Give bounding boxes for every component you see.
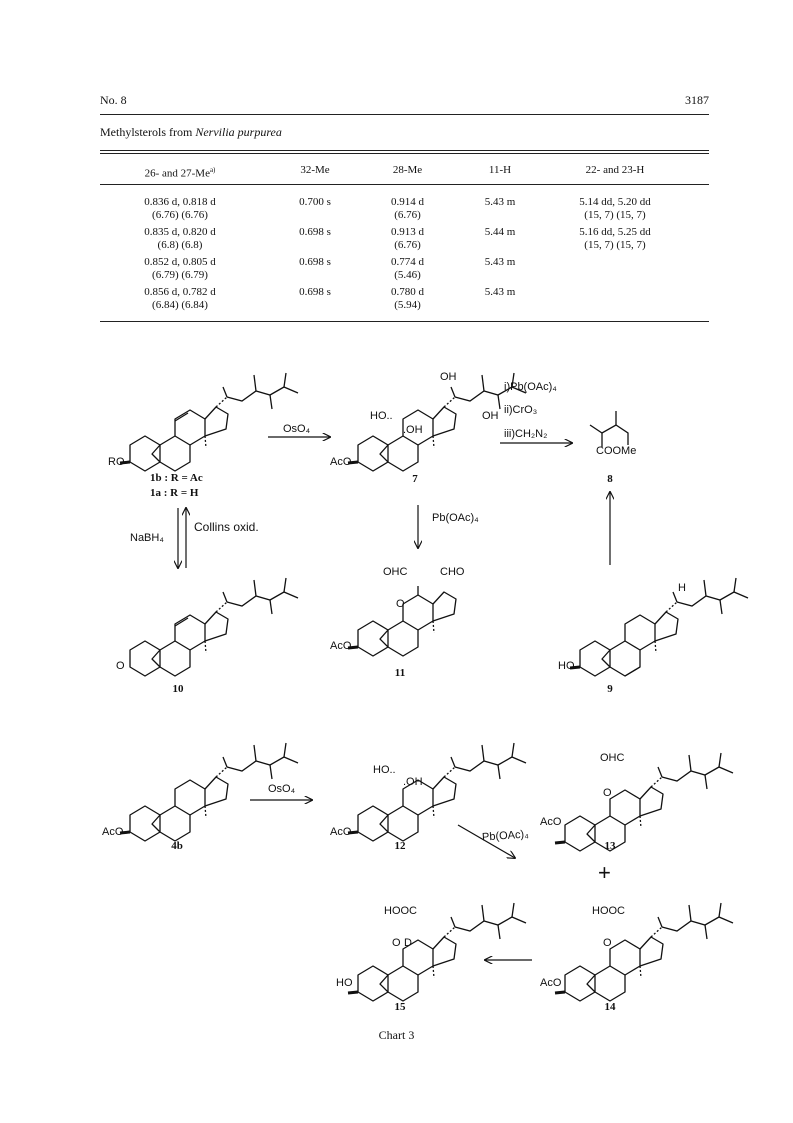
reagent-oso4: OsO₄	[283, 423, 311, 435]
table-cell: 0.852 d, 0.805 d (6.79) (6.79)	[144, 256, 216, 281]
group-ro: RO	[108, 456, 125, 468]
col-header-11-h: 11-H	[488, 164, 512, 176]
compound-label-15: 15	[394, 1001, 406, 1013]
table-cell: 5.16 dd, 5.25 dd (15, 7) (15, 7)	[579, 226, 651, 251]
structure-8	[590, 411, 628, 447]
reagent-pboac4: Pb(OAc)₄	[432, 512, 479, 524]
table-cell: 5.44 m	[484, 226, 516, 238]
compound-label-4b: 4b	[171, 840, 183, 852]
group-d: D	[404, 937, 412, 949]
structure-10	[130, 578, 298, 676]
caption-species: Nervilia purpurea	[195, 125, 282, 139]
group-oh: OH	[482, 410, 499, 422]
table-cell: 0.698 s	[299, 256, 331, 268]
col-header-28-me: 28-Me	[392, 164, 423, 176]
group-hooc: HOOC	[384, 905, 417, 917]
caption-prefix: Methylsterols from	[100, 125, 196, 139]
group-o: O	[603, 937, 612, 949]
group-o: O	[603, 787, 612, 799]
group-aco: AcO	[540, 816, 562, 828]
group-coome: COOMe	[596, 445, 637, 457]
group-ohc: OHC	[600, 752, 625, 764]
compound-label-10: 10	[172, 683, 184, 695]
chart-caption: Chart 3	[378, 1028, 415, 1042]
compound-label-8: 8	[607, 473, 613, 485]
group-oh-ring: .OH	[403, 424, 423, 436]
plus-sign: +	[598, 860, 611, 885]
col-header-26-27-me: 26- and 27-Me$^{a)}$	[144, 166, 216, 180]
table-cell: 0.913 d (6.76)	[391, 226, 424, 251]
structure-14	[555, 903, 733, 1001]
compound-label-13: 13	[604, 840, 616, 852]
structure-9	[570, 578, 748, 676]
structure-15	[348, 903, 526, 1001]
group-cho: CHO	[440, 566, 465, 578]
reagent-collins: Collins oxid.	[194, 520, 259, 534]
table-cell: 0.914 d (6.76)	[391, 196, 424, 221]
table-cell: 5.43 m	[484, 196, 516, 208]
group-ho: HO..	[373, 764, 396, 776]
group-oh: OH	[440, 371, 457, 383]
table-cell: 0.836 d, 0.818 d (6.76) (6.76)	[144, 196, 216, 221]
group-ho: HO..	[370, 410, 393, 422]
structure-13	[555, 753, 733, 851]
group-ho: HO	[336, 977, 353, 989]
group-o: O	[392, 937, 401, 949]
compound-label-1a: 1a : R = H	[150, 487, 199, 499]
reagent-pboac4: Pb(OAc)₄	[481, 828, 530, 844]
compound-label-11: 11	[394, 667, 406, 679]
structure-1	[120, 373, 298, 471]
compound-label-12: 12	[394, 840, 406, 852]
table-cell: 0.774 d (5.46)	[391, 256, 424, 281]
group-oh-ring: .OH	[403, 776, 423, 788]
group-aco: AcO	[102, 826, 124, 838]
group-aco: AcO	[330, 640, 352, 652]
journal-issue: No. 8	[100, 93, 127, 107]
reagent-step-2: ii)CrO₃	[504, 404, 538, 416]
structure-7	[348, 373, 526, 471]
group-ho: HO	[558, 660, 575, 672]
reagent-nabh4: NaBH₄	[130, 532, 164, 544]
table-cell: 0.698 s	[299, 286, 331, 298]
table-cell: 5.43 m	[484, 256, 516, 268]
compound-label-9: 9	[607, 683, 613, 695]
table-cell: 0.700 s	[299, 196, 331, 208]
reagent-step-3: iii)CH₂N₂	[504, 428, 548, 440]
group-o: O	[116, 660, 125, 672]
group-aco: AcO	[330, 826, 352, 838]
table-cell: 0.780 d (5.94)	[391, 286, 424, 311]
reagent-oso4: OsO₄	[268, 783, 296, 795]
group-o: O	[396, 598, 405, 610]
group-aco: AcO	[330, 456, 352, 468]
compound-label-1b: 1b : R = Ac	[150, 472, 203, 484]
structure-12	[348, 743, 526, 841]
table-cell: 0.835 d, 0.820 d (6.8) (6.8)	[144, 226, 216, 251]
group-hooc: HOOC	[592, 905, 625, 917]
table-cell: 5.14 dd, 5.20 dd (15, 7) (15, 7)	[579, 196, 651, 221]
page-number: 3187	[685, 93, 709, 107]
reagent-step-1: i)Pb(OAc)₄	[504, 381, 557, 393]
table-cell: 0.856 d, 0.782 d (6.84) (6.84)	[144, 286, 216, 311]
col-header-32-me: 32-Me	[300, 164, 330, 176]
compound-label-7: 7	[412, 473, 418, 485]
table-cell: 5.43 m	[484, 286, 516, 298]
table-cell: 0.698 s	[299, 226, 331, 238]
compound-label-14: 14	[604, 1001, 616, 1013]
col-header-22-23-h: 22- and 23-H	[585, 164, 645, 176]
group-aco: AcO	[540, 977, 562, 989]
structure-11	[348, 586, 456, 656]
group-h: H	[678, 582, 686, 594]
group-ohc: OHC	[383, 566, 408, 578]
